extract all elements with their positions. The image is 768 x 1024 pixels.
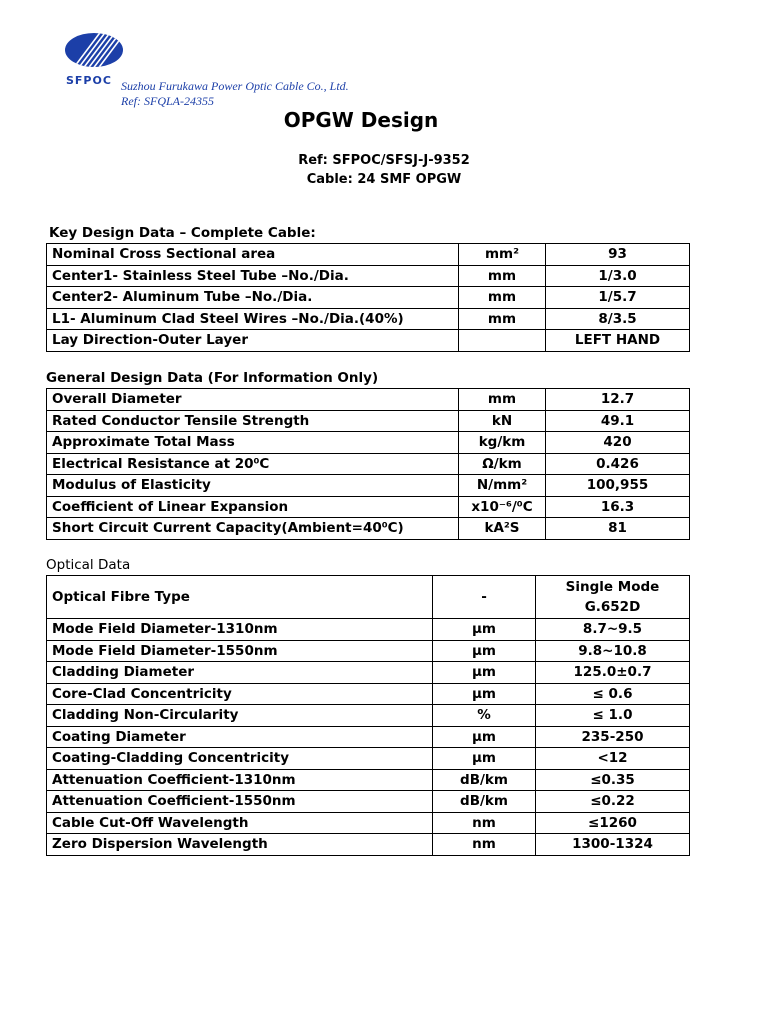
- table-row: [47, 389, 690, 411]
- table-row: [47, 265, 690, 287]
- table-row: [47, 662, 690, 684]
- row-label: Cladding Non-Circularity: [47, 705, 433, 727]
- table-row: [47, 496, 690, 518]
- row-unit: x10⁻⁶/⁰C: [459, 496, 546, 518]
- document-reference: [0, 151, 768, 189]
- key-design-table: [46, 243, 690, 352]
- cable-type: Cable: 24 SMF OPGW: [306, 172, 462, 187]
- row-value: ≤1260: [536, 812, 690, 834]
- row-value: 0.426: [546, 453, 690, 475]
- row-unit: nm: [433, 834, 536, 856]
- key-design-title: Key Design Data – Complete Cable:: [49, 225, 316, 241]
- row-unit: mm: [459, 389, 546, 411]
- row-value: LEFT HAND: [546, 330, 690, 352]
- table-row: [47, 244, 690, 266]
- row-unit: kg/km: [459, 432, 546, 454]
- table-row: [47, 683, 690, 705]
- page-title: OPGW Design: [283, 108, 439, 132]
- row-value: 8.7~9.5: [536, 619, 690, 641]
- table-row: [47, 726, 690, 748]
- logo-wordmark: SFPOC: [66, 74, 112, 87]
- table-row: [47, 748, 690, 770]
- table-row: [47, 791, 690, 813]
- row-unit: N/mm²: [459, 475, 546, 497]
- row-value: 100,955: [546, 475, 690, 497]
- row-value: ≤ 0.6: [536, 683, 690, 705]
- row-value: 8/3.5: [546, 308, 690, 330]
- row-label: Cable Cut-Off Wavelength: [47, 812, 433, 834]
- table-row: [47, 640, 690, 662]
- row-unit: μm: [433, 748, 536, 770]
- table-row: [47, 619, 690, 641]
- table-row: [47, 834, 690, 856]
- table-row: [47, 453, 690, 475]
- table-row: [47, 769, 690, 791]
- row-value: 125.0±0.7: [536, 662, 690, 684]
- row-label: Center2- Aluminum Tube –No./Dia.: [47, 287, 459, 309]
- row-value: 1/5.7: [546, 287, 690, 309]
- row-unit: μm: [433, 683, 536, 705]
- row-label: Mode Field Diameter-1550nm: [47, 640, 433, 662]
- table-row: [47, 330, 690, 352]
- row-value: 93: [546, 244, 690, 266]
- table-row: [47, 475, 690, 497]
- row-value: 1/3.0: [546, 265, 690, 287]
- row-value: 81: [546, 518, 690, 540]
- row-label: Electrical Resistance at 20⁰C: [47, 453, 459, 475]
- table-row: [47, 705, 690, 727]
- row-label: Cladding Diameter: [47, 662, 433, 684]
- row-label: Attenuation Coefficient-1550nm: [47, 791, 433, 813]
- row-unit: μm: [433, 640, 536, 662]
- row-label: Zero Dispersion Wavelength: [47, 834, 433, 856]
- row-value: Single Mode G.652D: [536, 576, 690, 619]
- row-value: 9.8~10.8: [536, 640, 690, 662]
- row-unit: Ω/km: [459, 453, 546, 475]
- row-label: Overall Diameter: [47, 389, 459, 411]
- row-value: 1300-1324: [536, 834, 690, 856]
- row-value: 235-250: [536, 726, 690, 748]
- row-label: Approximate Total Mass: [47, 432, 459, 454]
- row-value: ≤0.35: [536, 769, 690, 791]
- row-unit: mm: [459, 308, 546, 330]
- row-unit: %: [433, 705, 536, 727]
- row-value: 16.3: [546, 496, 690, 518]
- table-row: [47, 308, 690, 330]
- row-label: Mode Field Diameter-1310nm: [47, 619, 433, 641]
- row-label: Nominal Cross Sectional area: [47, 244, 459, 266]
- row-label: Center1- Stainless Steel Tube –No./Dia.: [47, 265, 459, 287]
- sfpoc-logo-icon: [62, 30, 126, 80]
- row-unit: μm: [433, 619, 536, 641]
- row-unit: kN: [459, 410, 546, 432]
- row-value: 12.7: [546, 389, 690, 411]
- general-design-table: [46, 388, 690, 540]
- optical-data-table: [46, 575, 690, 856]
- ref-number: Ref: SFPOC/SFSJ-J-9352: [298, 153, 470, 168]
- table-row: [47, 812, 690, 834]
- row-unit: μm: [433, 726, 536, 748]
- row-unit: μm: [433, 662, 536, 684]
- row-label: Coefficient of Linear Expansion: [47, 496, 459, 518]
- row-label: Lay Direction-Outer Layer: [47, 330, 459, 352]
- company-name: Suzhou Furukawa Power Optic Cable Co., Ltd.: [121, 79, 349, 93]
- table-row: [47, 432, 690, 454]
- table-row: [47, 410, 690, 432]
- row-label: Coating Diameter: [47, 726, 433, 748]
- row-unit: dB/km: [433, 769, 536, 791]
- general-design-title: General Design Data (For Information Only): [46, 370, 379, 386]
- row-value: ≤ 1.0: [536, 705, 690, 727]
- row-unit: -: [433, 576, 536, 619]
- row-label: Rated Conductor Tensile Strength: [47, 410, 459, 432]
- company-header: [121, 79, 349, 109]
- row-value: 420: [546, 432, 690, 454]
- row-label: Attenuation Coefficient-1310nm: [47, 769, 433, 791]
- table-row: [47, 576, 690, 619]
- table-row: [47, 287, 690, 309]
- row-label: Short Circuit Current Capacity(Ambient=40⁰C): [47, 518, 459, 540]
- row-unit: dB/km: [433, 791, 536, 813]
- company-ref: Ref: SFQLA-24355: [121, 94, 214, 108]
- row-label: L1- Aluminum Clad Steel Wires –No./Dia.(40%): [47, 308, 459, 330]
- row-value: 49.1: [546, 410, 690, 432]
- row-unit: kA²S: [459, 518, 546, 540]
- row-label: Modulus of Elasticity: [47, 475, 459, 497]
- optical-data-title: Optical Data: [46, 557, 131, 573]
- row-label: Core-Clad Concentricity: [47, 683, 433, 705]
- row-value: <12: [536, 748, 690, 770]
- row-unit: mm²: [459, 244, 546, 266]
- row-label: Optical Fibre Type: [47, 576, 433, 619]
- row-value: ≤0.22: [536, 791, 690, 813]
- row-unit: mm: [459, 265, 546, 287]
- row-unit: nm: [433, 812, 536, 834]
- row-label: Coating-Cladding Concentricity: [47, 748, 433, 770]
- row-unit: mm: [459, 287, 546, 309]
- table-row: [47, 518, 690, 540]
- row-unit: [459, 330, 546, 352]
